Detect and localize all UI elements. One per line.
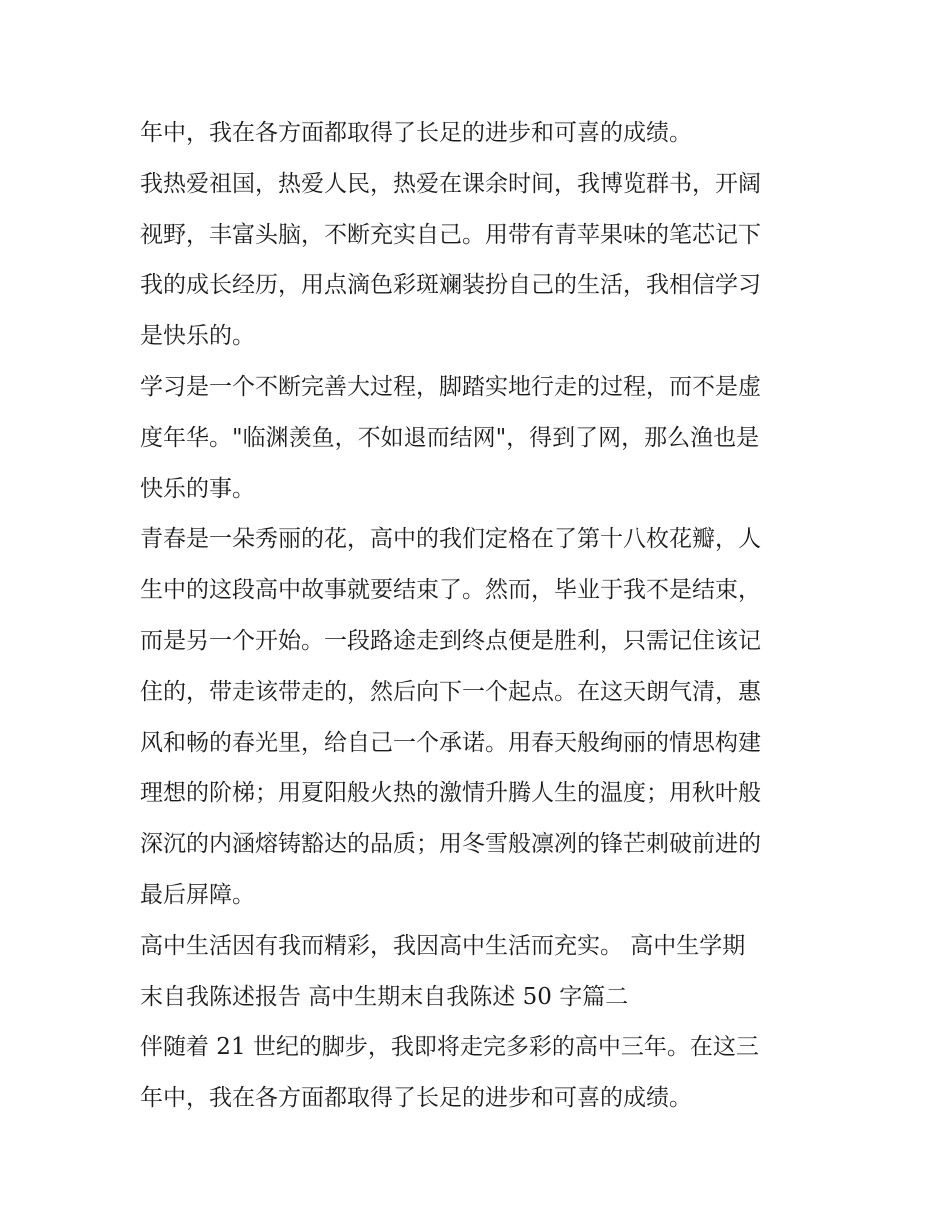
paragraph: 伴随着 21 世纪的脚步，我即将走完多彩的高中三年。在这三 年中，我在各方面都取得了长足的进步和可喜的成绩。 [140,1034,759,1112]
paragraph: 高中生活因有我而精彩，我因高中生活而充实。 高中生学期 末自我陈述报告 高中生期末自我陈述 50 字篇二 [140,932,746,1010]
paragraph: 我热爱祖国，热爱人民，热爱在课余时间，我博览群书，开阔 视野，丰富头脑，不断充实自己。用带有青苹果味的笔芯记下 我的成长经历，用点滴色彩斑斓装扮自己的生活，我相信学习 是快乐的。 [140,170,761,350]
document-body [140,108,820,1124]
paragraph: 青春是一朵秀丽的花，高中的我们定格在了第十八枚花瓣，人 生中的这段高中故事就要结束了。然而，毕业于我不是结束， 而是另一个开始。一段路途走到终点便是胜利，只需记住该记 住的，带走该带走的，然后向下一个起点。在这天朗气清，惠 风和畅的春光里，给自己一个承诺。用春天般绚丽的情思构建 理想的阶梯；用夏阳般火热的激情升腾人生的温度；用秋叶般 深沉的内涵熔铸豁达的品质；用冬雪般凛冽的锋芒刺破前进的 最后屏障。 [140,526,761,908]
paragraph: 年中，我在各方面都取得了长足的进步和可喜的成绩。 [140,120,692,146]
paragraph: 学习是一个不断完善大过程，脚踏实地行走的过程，而不是虚 度年华。"临渊羡鱼，不如退而结网"，得到了网，那么渔也是 快乐的事。 [140,373,761,502]
